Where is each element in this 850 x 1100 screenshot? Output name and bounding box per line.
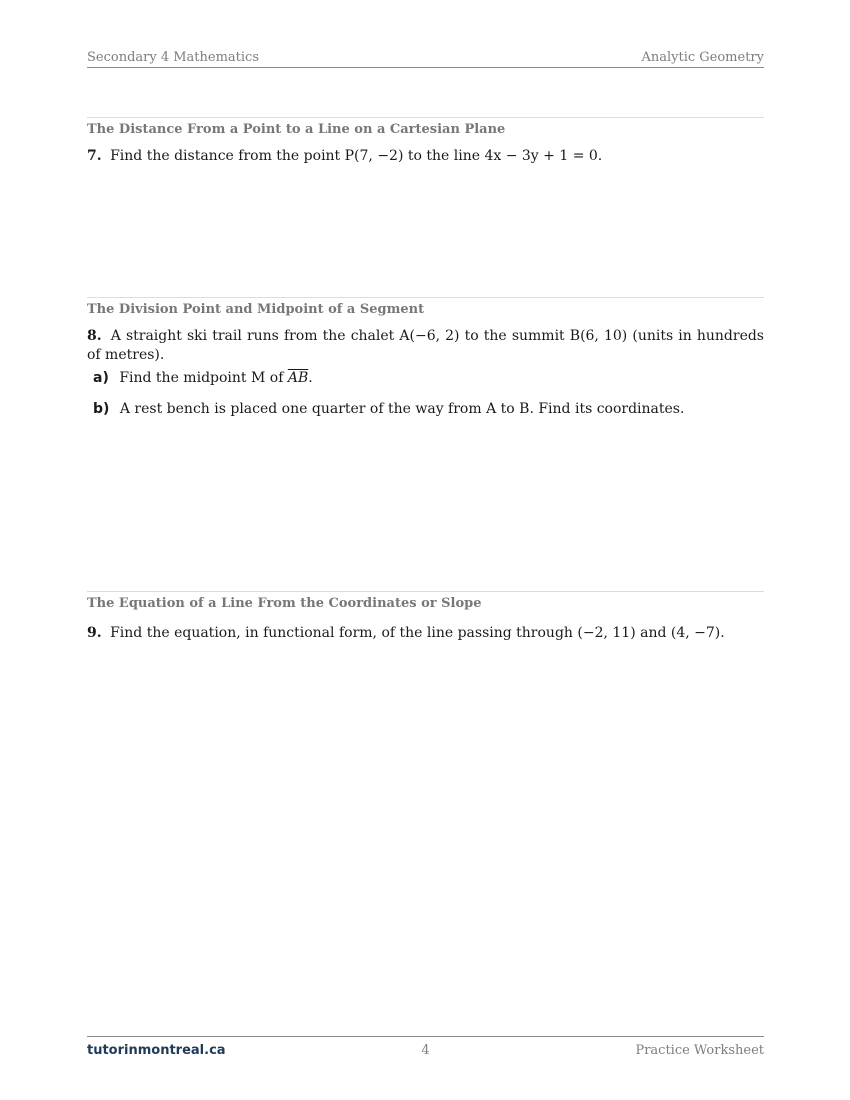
section-divider (87, 297, 764, 298)
section-title: The Equation of a Line From the Coordinates or Slope (87, 596, 482, 611)
problem-number: 8. (87, 328, 102, 344)
part-text-after: . (308, 370, 313, 386)
running-footer (87, 1036, 764, 1058)
problem-7 (87, 147, 764, 166)
segment-ab: $\overline{AB}$ (287, 370, 309, 386)
problem-number: 7. (87, 148, 102, 164)
course-title: Secondary 4 Mathematics (87, 50, 260, 65)
worksheet-label: Practice Worksheet (635, 1043, 764, 1058)
section-equation-of-line (87, 591, 764, 643)
section-distance-point-line (87, 117, 764, 166)
section-division-midpoint (87, 297, 764, 419)
problem-8-part-b (87, 400, 764, 419)
problem-9 (87, 624, 764, 643)
page-number: 4 (421, 1043, 430, 1058)
part-label: b) (93, 401, 110, 417)
part-label: a) (93, 370, 109, 386)
problem-text: A straight ski trail runs from the chalet A(−6, 2) to the summit B(6, 10) (units in hundreds of metres). (87, 328, 764, 363)
problem-8 (87, 327, 764, 365)
part-text-before: Find the midpoint M of (119, 370, 288, 386)
problem-text: Find the distance from the point P(7, −2) to the line 4x − 3y + 1 = 0. (110, 148, 603, 164)
problem-8-part-a (87, 369, 764, 388)
section-title: The Division Point and Midpoint of a Segment (87, 302, 425, 317)
section-divider (87, 591, 764, 592)
section-divider (87, 117, 764, 118)
site-link[interactable]: tutorinmontreal.ca (87, 1043, 226, 1058)
running-header (87, 50, 764, 68)
unit-title: Analytic Geometry (641, 50, 764, 65)
problem-text: Find the equation, in functional form, of the line passing through (−2, 11) and (4, −7). (110, 625, 725, 641)
problem-number: 9. (87, 625, 102, 641)
section-title: The Distance From a Point to a Line on a Cartesian Plane (87, 122, 506, 137)
part-text: A rest bench is placed one quarter of the way from A to B. Find its coordinates. (119, 401, 685, 417)
